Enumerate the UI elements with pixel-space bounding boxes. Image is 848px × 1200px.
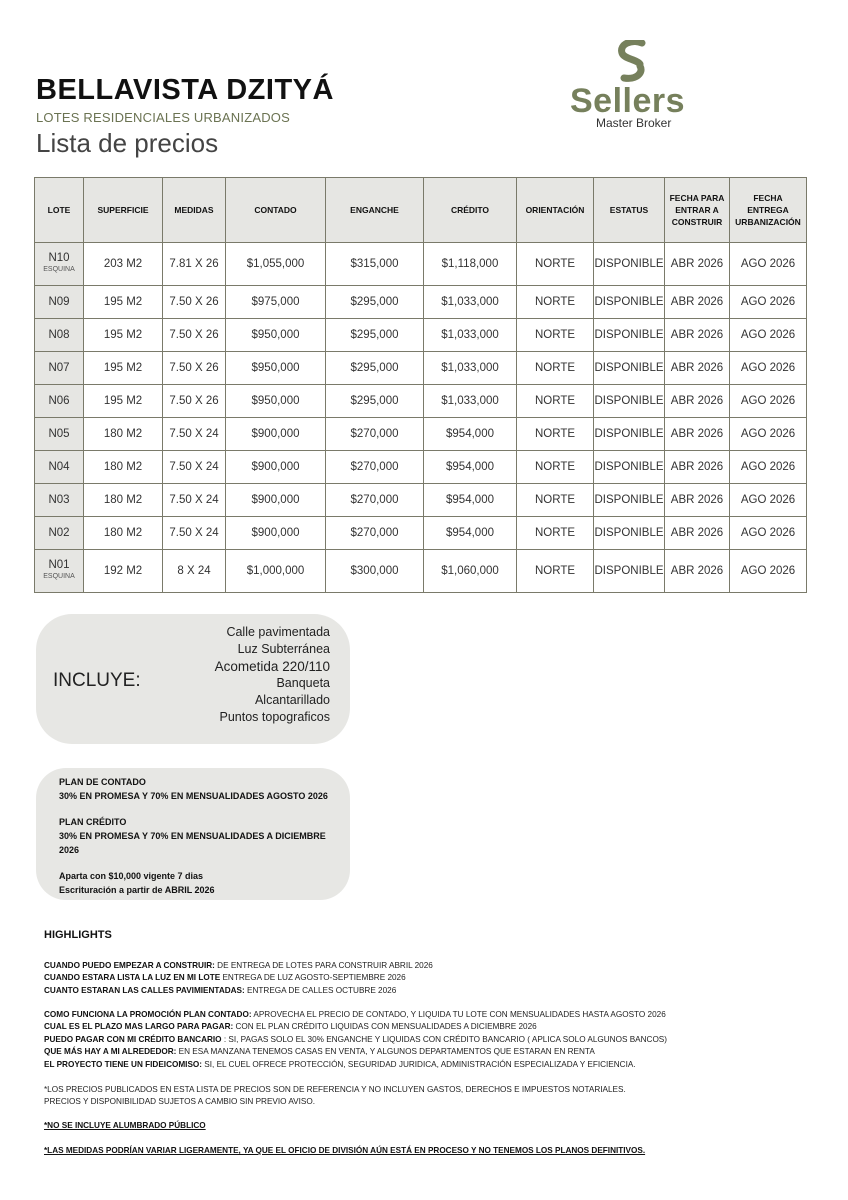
column-header-lote: LOTE bbox=[35, 178, 84, 243]
cell-enganche: $270,000 bbox=[326, 517, 424, 550]
lote-id: N04 bbox=[48, 461, 70, 473]
cell-fecha-construir: ABR 2026 bbox=[665, 385, 730, 418]
alumbrado-note: *NO SE INCLUYE ALUMBRADO PÚBLICO bbox=[44, 1121, 206, 1130]
highlights-schedule bbox=[44, 960, 433, 997]
cell-estatus: DISPONIBLE bbox=[594, 319, 665, 352]
cell-fecha-construir: ABR 2026 bbox=[665, 517, 730, 550]
cell-superficie: 180 M2 bbox=[84, 451, 163, 484]
cell-lote bbox=[35, 484, 84, 517]
payment-plans-panel bbox=[36, 768, 350, 900]
cell-fecha-entrega: AGO 2026 bbox=[730, 451, 807, 484]
includes-item: Luz Subterránea bbox=[237, 642, 330, 656]
disclaimer-line: PRECIOS Y DISPONIBILIDAD SUJETOS A CAMBIO SIN PREVIO AVISO. bbox=[44, 1097, 316, 1107]
cell-estatus: DISPONIBLE bbox=[594, 385, 665, 418]
logo-wordmark: Sellers bbox=[570, 82, 686, 120]
cell-enganche: $270,000 bbox=[326, 484, 424, 517]
lote-id: N02 bbox=[48, 527, 70, 539]
cell-credito: $954,000 bbox=[424, 451, 517, 484]
lote-id: N05 bbox=[48, 428, 70, 440]
cell-lote bbox=[35, 418, 84, 451]
cell-lote bbox=[35, 319, 84, 352]
plan-credito-detail-cont: 2026 bbox=[59, 845, 80, 855]
lote-id: N03 bbox=[48, 494, 70, 506]
disclaimer-notes bbox=[44, 1084, 626, 1109]
cell-contado: $950,000 bbox=[226, 385, 326, 418]
cell-contado: $975,000 bbox=[226, 286, 326, 319]
cell-orientacion: NORTE bbox=[517, 352, 594, 385]
document-heading: Lista de precios bbox=[36, 128, 219, 158]
cell-fecha-entrega: AGO 2026 bbox=[730, 517, 807, 550]
escrituracion-note: Escrituración a partir de ABRIL 2026 bbox=[59, 885, 215, 895]
sellers-logo bbox=[566, 40, 706, 132]
cell-estatus: DISPONIBLE bbox=[594, 451, 665, 484]
cell-medidas: 7.50 X 24 bbox=[163, 517, 226, 550]
cell-superficie: 195 M2 bbox=[84, 286, 163, 319]
logo-tagline: Master Broker bbox=[596, 116, 672, 130]
includes-list bbox=[215, 624, 330, 726]
table-header-row bbox=[35, 178, 807, 243]
cell-orientacion: NORTE bbox=[517, 319, 594, 352]
column-header-credito: CRÉDITO bbox=[424, 178, 517, 243]
lote-id: N09 bbox=[48, 296, 70, 308]
table-row bbox=[35, 451, 807, 484]
cell-fecha-construir: ABR 2026 bbox=[665, 286, 730, 319]
cell-fecha-construir: ABR 2026 bbox=[665, 451, 730, 484]
cell-orientacion: NORTE bbox=[517, 484, 594, 517]
plan-credito-title: PLAN CRÉDITO bbox=[59, 817, 127, 827]
cell-orientacion: NORTE bbox=[517, 286, 594, 319]
highlight-line: PUEDO PAGAR CON MI CRÉDITO BANCARIO : SI, PAGAS SOLO EL 30% ENGANCHE Y LIQUIDAS CON CRÉDITO BANCARIO ( APLICA SOLO ALGUNOS BANCOS) bbox=[44, 1034, 667, 1044]
includes-item: Calle pavimentada bbox=[226, 625, 330, 639]
highlight-line: CUAL ES EL PLAZO MAS LARGO PARA PAGAR: CON EL PLAN CRÉDITO LIQUIDAS CON MENSUALIDADES A DICIEMBRE 2026 bbox=[44, 1022, 537, 1032]
cell-enganche: $315,000 bbox=[326, 243, 424, 286]
sellers-s-mark-icon bbox=[616, 40, 648, 82]
cell-credito: $1,033,000 bbox=[424, 286, 517, 319]
cell-estatus: DISPONIBLE bbox=[594, 418, 665, 451]
cell-credito: $1,033,000 bbox=[424, 385, 517, 418]
plan-contado-detail: 30% EN PROMESA Y 70% EN MENSUALIDADES AGOSTO 2026 bbox=[59, 791, 328, 801]
cell-estatus: DISPONIBLE bbox=[594, 484, 665, 517]
cell-credito: $1,033,000 bbox=[424, 319, 517, 352]
column-header-orientacion: ORIENTACIÓN bbox=[517, 178, 594, 243]
cell-orientacion: NORTE bbox=[517, 385, 594, 418]
cell-medidas: 7.50 X 26 bbox=[163, 385, 226, 418]
cell-estatus: DISPONIBLE bbox=[594, 517, 665, 550]
medidas-note: *LAS MEDIDAS PODRÍAN VARIAR LIGERAMENTE, YA QUE EL OFICIO DE DIVISIÓN AÚN ESTÁ EN PROCESO Y NO TENEMOS LOS PLANOS DEFINITIVOS. bbox=[44, 1146, 646, 1155]
includes-label: INCLUYE: bbox=[53, 670, 141, 691]
page-subtitle: LOTES RESIDENCIALES URBANIZADOS bbox=[36, 110, 290, 125]
column-header-estatus: ESTATUS bbox=[594, 178, 665, 243]
cell-fecha-construir: ABR 2026 bbox=[665, 418, 730, 451]
cell-enganche: $300,000 bbox=[326, 550, 424, 593]
cell-medidas: 7.50 X 26 bbox=[163, 352, 226, 385]
includes-item: Puntos topograficos bbox=[219, 710, 330, 724]
column-header-fecha-construir: FECHA PARA ENTRAR A CONSTRUIR bbox=[665, 178, 730, 243]
cell-superficie: 203 M2 bbox=[84, 243, 163, 286]
highlights-title: HIGHLIGHTS bbox=[44, 929, 112, 941]
price-table bbox=[34, 177, 807, 593]
cell-fecha-entrega: AGO 2026 bbox=[730, 286, 807, 319]
cell-lote bbox=[35, 517, 84, 550]
table-row bbox=[35, 385, 807, 418]
cell-lote bbox=[35, 352, 84, 385]
highlights-faq bbox=[44, 1009, 667, 1071]
cell-lote bbox=[35, 286, 84, 319]
cell-lote bbox=[35, 385, 84, 418]
cell-fecha-construir: ABR 2026 bbox=[665, 243, 730, 286]
cell-orientacion: NORTE bbox=[517, 243, 594, 286]
cell-fecha-entrega: AGO 2026 bbox=[730, 484, 807, 517]
cell-estatus: DISPONIBLE bbox=[594, 243, 665, 286]
cell-fecha-construir: ABR 2026 bbox=[665, 352, 730, 385]
cell-medidas: 7.50 X 26 bbox=[163, 286, 226, 319]
cell-credito: $1,060,000 bbox=[424, 550, 517, 593]
table-row bbox=[35, 352, 807, 385]
column-header-medidas: MEDIDAS bbox=[163, 178, 226, 243]
cell-medidas: 7.50 X 24 bbox=[163, 451, 226, 484]
cell-contado: $900,000 bbox=[226, 451, 326, 484]
cell-fecha-entrega: AGO 2026 bbox=[730, 243, 807, 286]
cell-fecha-construir: ABR 2026 bbox=[665, 484, 730, 517]
cell-enganche: $295,000 bbox=[326, 385, 424, 418]
cell-superficie: 180 M2 bbox=[84, 418, 163, 451]
cell-superficie: 195 M2 bbox=[84, 385, 163, 418]
lote-id: N08 bbox=[48, 329, 70, 341]
cell-estatus: DISPONIBLE bbox=[594, 352, 665, 385]
table-row bbox=[35, 243, 807, 286]
cell-fecha-entrega: AGO 2026 bbox=[730, 385, 807, 418]
cell-fecha-construir: ABR 2026 bbox=[665, 319, 730, 352]
cell-medidas: 7.50 X 24 bbox=[163, 418, 226, 451]
cell-estatus: DISPONIBLE bbox=[594, 286, 665, 319]
cell-medidas: 8 X 24 bbox=[163, 550, 226, 593]
cell-fecha-entrega: AGO 2026 bbox=[730, 418, 807, 451]
table-row bbox=[35, 286, 807, 319]
aparta-note: Aparta con $10,000 vigente 7 dias bbox=[59, 871, 204, 881]
cell-fecha-construir: ABR 2026 bbox=[665, 550, 730, 593]
plan-credito-detail: 30% EN PROMESA Y 70% EN MENSUALIDADES A DICIEMBRE bbox=[59, 831, 326, 841]
lote-id: N10 bbox=[48, 252, 70, 264]
cell-medidas: 7.50 X 26 bbox=[163, 319, 226, 352]
cell-credito: $1,033,000 bbox=[424, 352, 517, 385]
highlight-line: EL PROYECTO TIENE UN FIDEICOMISO: SI, EL CUEL OFRECE PROTECCIÓN, SEGURIDAD JURIDICA, ADMINISTRACIÓN ESPECIALIZADA Y EFICIENCIA. bbox=[44, 1059, 636, 1069]
cell-orientacion: NORTE bbox=[517, 451, 594, 484]
page-title: BELLAVISTA DZITYÁ bbox=[36, 74, 334, 106]
cell-contado: $1,000,000 bbox=[226, 550, 326, 593]
cell-enganche: $270,000 bbox=[326, 451, 424, 484]
cell-lote bbox=[35, 451, 84, 484]
cell-fecha-entrega: AGO 2026 bbox=[730, 352, 807, 385]
column-header-superficie: SUPERFICIE bbox=[84, 178, 163, 243]
column-header-contado: CONTADO bbox=[226, 178, 326, 243]
cell-contado: $900,000 bbox=[226, 484, 326, 517]
table-row bbox=[35, 484, 807, 517]
highlight-line: CUANTO ESTARAN LAS CALLES PAVIMIENTADAS: ENTREGA DE CALLES OCTUBRE 2026 bbox=[44, 985, 397, 995]
lote-note: ESQUINA bbox=[43, 573, 75, 580]
cell-superficie: 180 M2 bbox=[84, 517, 163, 550]
cell-superficie: 180 M2 bbox=[84, 484, 163, 517]
lote-id: N06 bbox=[48, 395, 70, 407]
lote-id: N01 bbox=[48, 559, 70, 571]
highlight-line: CUANDO PUEDO EMPEZAR A CONSTRUIR: DE ENTREGA DE LOTES PARA CONSTRUIR ABRIL 2026 bbox=[44, 961, 433, 970]
cell-lote bbox=[35, 550, 84, 593]
cell-superficie: 195 M2 bbox=[84, 319, 163, 352]
column-header-fecha-entrega: FECHA ENTREGA URBANIZACIÓN bbox=[730, 178, 807, 243]
cell-contado: $1,055,000 bbox=[226, 243, 326, 286]
cell-credito: $954,000 bbox=[424, 484, 517, 517]
cell-superficie: 192 M2 bbox=[84, 550, 163, 593]
table-row bbox=[35, 319, 807, 352]
disclaimer-line: *LOS PRECIOS PUBLICADOS EN ESTA LISTA DE PRECIOS SON DE REFERENCIA Y NO INCLUYEN GASTOS, DERECHOS E IMPUESTOS NOTARIALES. bbox=[44, 1085, 626, 1094]
cell-enganche: $295,000 bbox=[326, 352, 424, 385]
table-row bbox=[35, 517, 807, 550]
lote-id: N07 bbox=[48, 362, 70, 374]
table-row bbox=[35, 418, 807, 451]
cell-superficie: 195 M2 bbox=[84, 352, 163, 385]
cell-orientacion: NORTE bbox=[517, 517, 594, 550]
highlight-line: COMO FUNCIONA LA PROMOCIÓN PLAN CONTADO: APROVECHA EL PRECIO DE CONTADO, Y LIQUIDA TU LOTE CON MENSUALIDADES HASTA AGOSTO 2026 bbox=[44, 1010, 666, 1019]
cell-medidas: 7.50 X 24 bbox=[163, 484, 226, 517]
cell-medidas: 7.81 X 26 bbox=[163, 243, 226, 286]
cell-contado: $950,000 bbox=[226, 352, 326, 385]
cell-credito: $954,000 bbox=[424, 517, 517, 550]
cell-lote bbox=[35, 243, 84, 286]
column-header-enganche: ENGANCHE bbox=[326, 178, 424, 243]
cell-credito: $954,000 bbox=[424, 418, 517, 451]
cell-orientacion: NORTE bbox=[517, 418, 594, 451]
cell-enganche: $270,000 bbox=[326, 418, 424, 451]
cell-enganche: $295,000 bbox=[326, 286, 424, 319]
lote-note: ESQUINA bbox=[43, 266, 75, 273]
includes-item: Alcantarillado bbox=[254, 693, 330, 707]
includes-panel bbox=[36, 614, 350, 744]
cell-contado: $900,000 bbox=[226, 517, 326, 550]
cell-credito: $1,118,000 bbox=[424, 243, 517, 286]
cell-contado: $900,000 bbox=[226, 418, 326, 451]
cell-orientacion: NORTE bbox=[517, 550, 594, 593]
table-row bbox=[35, 550, 807, 593]
includes-item: Banqueta bbox=[276, 676, 330, 690]
cell-enganche: $295,000 bbox=[326, 319, 424, 352]
cell-fecha-entrega: AGO 2026 bbox=[730, 550, 807, 593]
highlight-line: QUE MÁS HAY A MI ALREDEDOR: EN ESA MANZANA TENEMOS CASAS EN VENTA, Y ALGUNOS DEPARTAMENTOS QUE ESTARAN EN RENTA bbox=[44, 1047, 595, 1057]
plan-contado-title: PLAN DE CONTADO bbox=[59, 777, 146, 787]
highlight-line: CUANDO ESTARA LISTA LA LUZ EN MI LOTE ENTREGA DE LUZ AGOSTO-SEPTIEMBRE 2026 bbox=[44, 973, 406, 983]
cell-fecha-entrega: AGO 2026 bbox=[730, 319, 807, 352]
includes-item: Acometida 220/110 bbox=[214, 659, 330, 674]
cell-contado: $950,000 bbox=[226, 319, 326, 352]
cell-estatus: DISPONIBLE bbox=[594, 550, 665, 593]
